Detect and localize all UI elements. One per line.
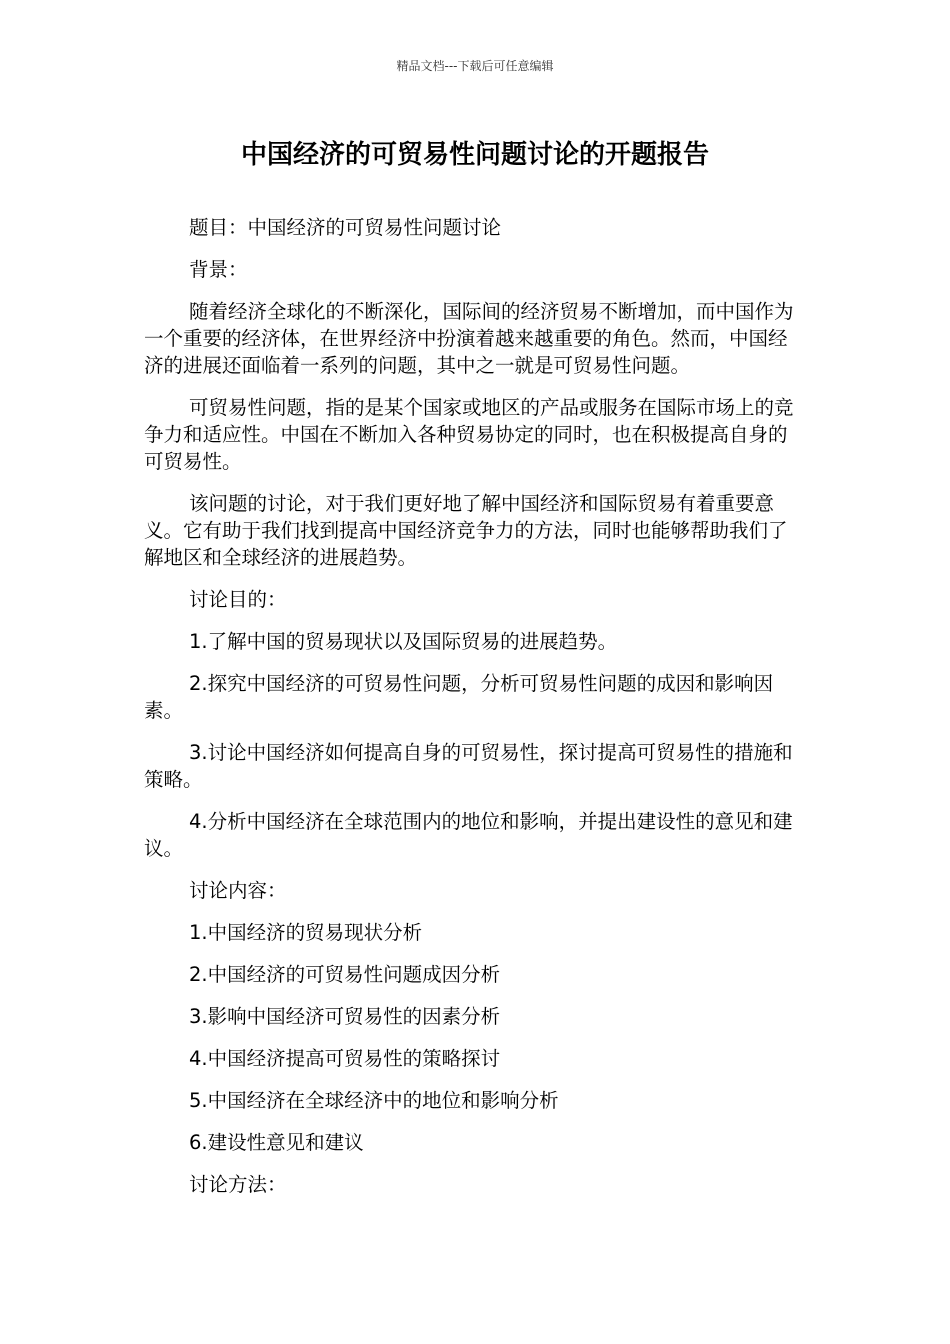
purpose-item-2: 2.探究中国经济的可贸易性问题，分析可贸易性问题的成因和影响因素。 [144, 672, 774, 722]
paragraph-background-3: 该问题的讨论，对于我们更好地了解中国经济和国际贸易有着重要意义。它有助于我们找到提高中国经济竞争力的方法，同时也能够帮助我们了解地区和全球经济的进展趋势。 [144, 492, 788, 569]
heading-background: 背景： [189, 258, 248, 281]
content-item-3: 3.影响中国经济可贸易性的因素分析 [189, 1005, 501, 1028]
paragraph-subject: 题目：中国经济的可贸易性问题讨论 [189, 216, 502, 239]
page-header: 精品文档---下载后可任意编辑 [396, 59, 554, 73]
content-item-5: 5.中国经济在全球经济中的地位和影响分析 [189, 1089, 559, 1112]
document-title: 中国经济的可贸易性问题讨论的开题报告 [240, 140, 709, 170]
paragraph-background-1: 随着经济全球化的不断深化，国际间的经济贸易不断增加，而中国作为一个重要的经济体，在世界经济中扮演着越来越重要的角色。然而，中国经济的进展还面临着一系列的问题，其中之一就是可贸易性问题。 [144, 300, 794, 377]
content-item-4: 4.中国经济提高可贸易性的策略探讨 [189, 1047, 501, 1070]
heading-purpose: 讨论目的： [189, 588, 287, 611]
purpose-item-3: 3.讨论中国经济如何提高自身的可贸易性，探讨提高可贸易性的措施和策略。 [144, 741, 793, 791]
document-body [144, 214, 794, 1213]
purpose-item-4: 4.分析中国经济在全球范围内的地位和影响，并提出建设性的意见和建议。 [144, 810, 793, 860]
content-item-2: 2.中国经济的可贸易性问题成因分析 [189, 963, 501, 986]
purpose-item-1: 1.了解中国的贸易现状以及国际贸易的进展趋势。 [189, 630, 618, 653]
paragraph-background-2: 可贸易性问题，指的是某个国家或地区的产品或服务在国际市场上的竞争力和适应性。中国在不断加入各种贸易协定的同时，也在积极提高自身的可贸易性。 [144, 396, 794, 473]
content-item-1: 1.中国经济的贸易现状分析 [189, 921, 423, 944]
content-item-6: 6.建设性意见和建议 [189, 1131, 364, 1154]
heading-content: 讨论内容： [189, 879, 287, 902]
heading-method: 讨论方法： [189, 1173, 287, 1196]
